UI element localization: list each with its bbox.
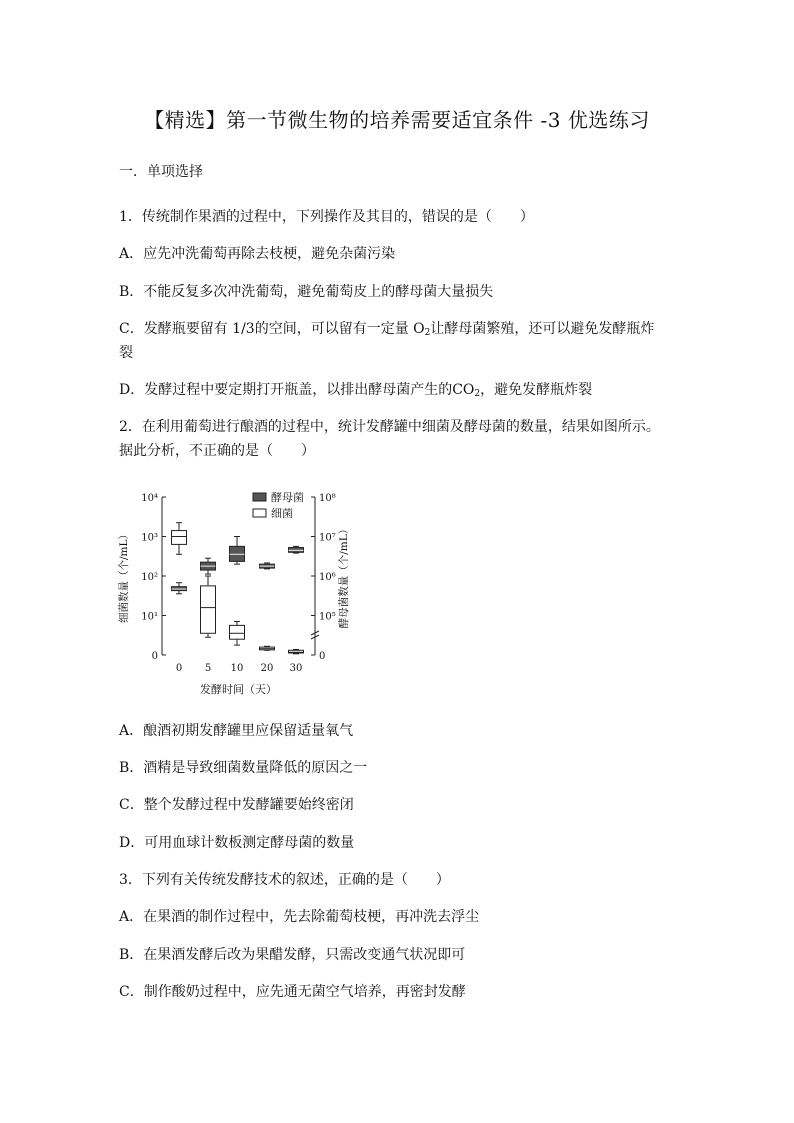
q1-option-c-wrap: 裂 — [119, 345, 133, 361]
subscript: 2 — [424, 328, 431, 338]
right-axis-label: 酵母菌数量（个/mL） — [338, 523, 350, 629]
q1-option-d-text-end: ，避免发酵瓶炸裂 — [480, 382, 593, 398]
q2-stem-line2: 据此分析，不正确的是（ ） — [119, 443, 315, 459]
box-plot-chart — [115, 485, 355, 700]
q2-option-d: D．可用血球计数板测定酵母菌的数量 — [119, 835, 355, 851]
q1-stem: 1．传统制作果酒的过程中，下列操作及其目的，错误的是（ ） — [119, 209, 534, 225]
q2-option-c: C．整个发酵过程中发酵罐要始终密闭 — [119, 797, 354, 813]
bacteria-box — [230, 625, 245, 639]
legend-swatch — [253, 509, 266, 517]
right-tick-label: 10⁷ — [319, 532, 336, 544]
q1-option-b: B．不能反复多次冲洗葡萄，避免葡萄皮上的酵母菌大量损失 — [119, 284, 494, 300]
x-tick-label: 5 — [204, 663, 212, 674]
section-heading: 一．单项选择 — [119, 164, 203, 180]
q1-option-d — [119, 380, 592, 404]
q2-option-b: B．酒精是导致细菌数量降低的原因之一 — [119, 760, 368, 776]
right-tick-label: 10⁸ — [319, 493, 336, 504]
q3-option-c: C．制作酸奶过程中，应先通无菌空气培养，再密封发酵 — [119, 984, 466, 1000]
subscript: 2 — [474, 389, 481, 399]
x-tick-label: 20 — [260, 663, 274, 674]
right-tick-label: 0 — [319, 651, 326, 662]
q3-option-a: A．在果酒的制作过程中，先去除葡萄枝梗，再冲洗去浮尘 — [119, 909, 480, 925]
page-title: 【精选】第一节微生物的培养需要适宜条件 -3 优选练习 — [144, 108, 650, 132]
bacteria-box — [172, 531, 187, 545]
x-tick-label: 10 — [230, 663, 244, 674]
q1-option-c-text-end: 让酵母菌繁殖，还可以避免发酵瓶炸 — [430, 321, 655, 337]
x-axis-label: 发酵时间（天） — [200, 683, 277, 696]
right-tick-label: 10⁵ — [319, 611, 336, 623]
legend-label: 酵母菌 — [271, 491, 304, 504]
legend-swatch — [253, 493, 266, 501]
bacteria-box — [201, 586, 216, 633]
left-tick-label: 0 — [151, 651, 158, 662]
right-tick-label: 10⁶ — [319, 572, 336, 583]
q1-option-c-text: C．发酵瓶要留有 1/3的空间，可以留有一定量 O — [119, 321, 425, 337]
q3-stem: 3．下列有关传统发酵技术的叙述，正确的是（ ） — [119, 872, 450, 888]
left-tick-label: 10⁴ — [141, 493, 158, 504]
chart-svg — [115, 485, 355, 700]
left-tick-label: 10² — [141, 572, 158, 583]
q2-stem-line1: 2．在利用葡萄进行酿酒的过程中，统计发酵罐中细菌及酵母菌的数量，结果如图所示。 — [119, 419, 660, 435]
x-tick-label: 30 — [289, 663, 303, 674]
left-tick-label: 10³ — [141, 532, 158, 544]
legend-label: 细菌 — [271, 507, 293, 520]
q2-option-a: A．酿酒初期发酵罐里应保留适量氧气 — [119, 723, 354, 739]
x-tick-label: 0 — [175, 663, 183, 674]
q1-option-d-text: D．发酵过程中要定期打开瓶盖，以排出酵母菌产生的CO — [119, 382, 475, 398]
left-tick-label: 10¹ — [141, 611, 158, 623]
q1-option-a: A．应先冲洗葡萄再除去枝梗，避免杂菌污染 — [119, 246, 396, 262]
q3-option-b: B．在果酒发酵后改为果醋发酵，只需改变通气状况即可 — [119, 947, 466, 963]
q1-option-c — [119, 319, 654, 343]
left-axis-label: 细菌数量（个/mL） — [118, 529, 130, 623]
